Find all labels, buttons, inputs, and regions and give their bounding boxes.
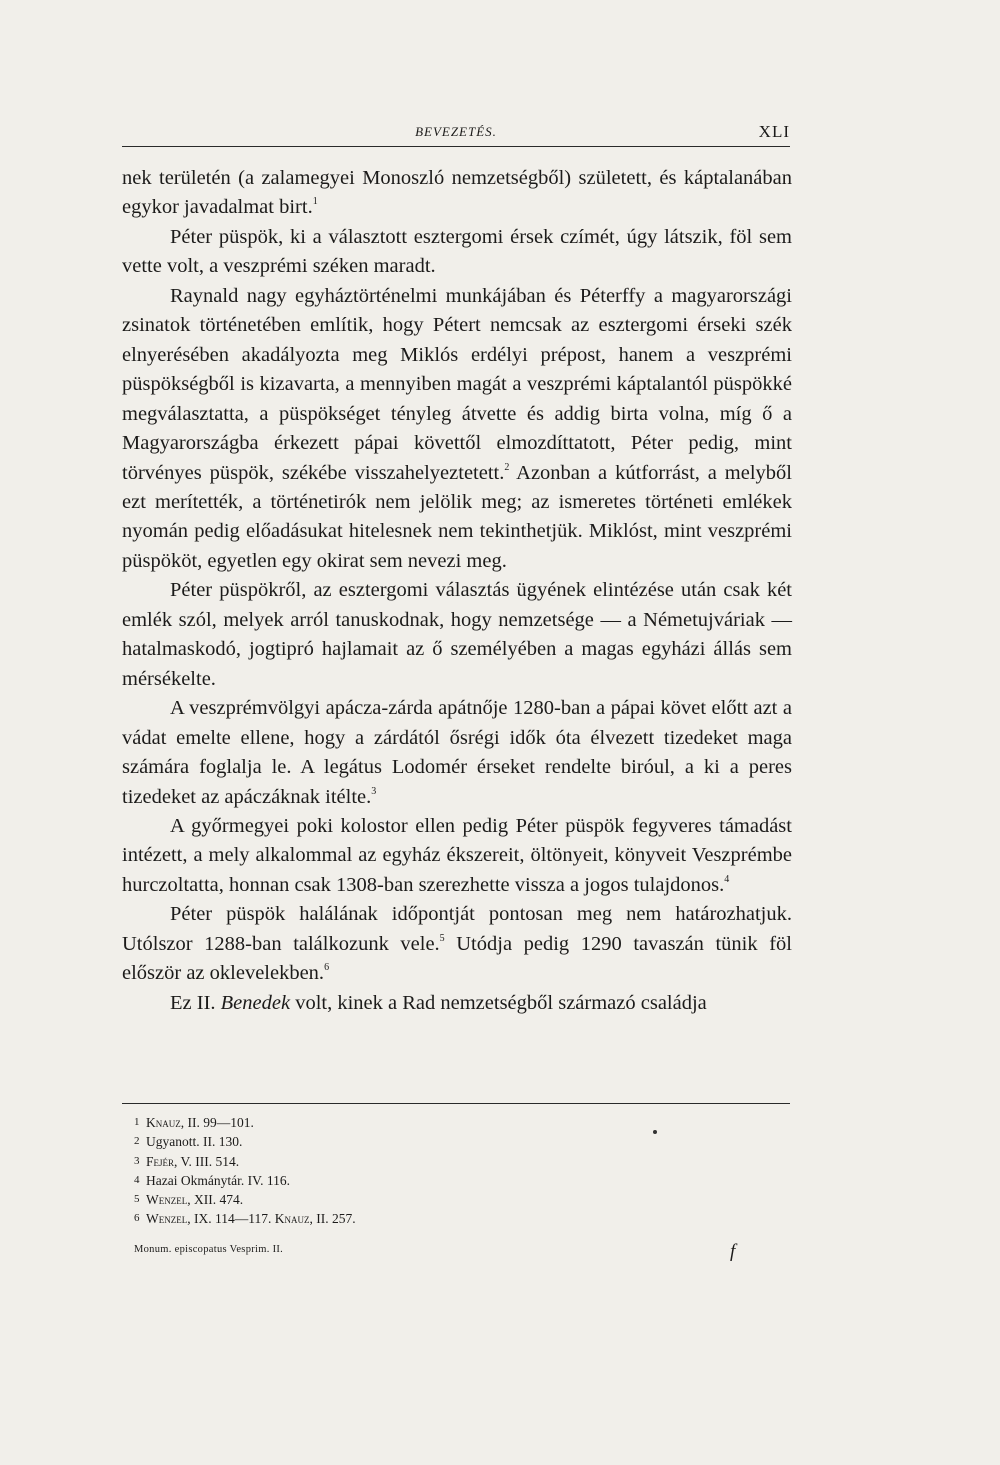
running-title: BEVEZETÉS.: [415, 124, 497, 139]
footnote: [134, 1152, 634, 1171]
footnote-ref: 3: [371, 785, 377, 797]
footnote-text: , IX. 114—117.: [187, 1211, 275, 1227]
footnote-text: Knauz: [274, 1211, 310, 1227]
footnote-number: 4: [134, 1173, 140, 1186]
paragraph-p7: [122, 900, 792, 988]
text-run: Péter püspök halálának időpontját pontosan meg nem határozhatjuk. Utólszor 1288-ban találkozunk vele.: [122, 903, 792, 955]
footnote-text: , II. 257.: [309, 1211, 356, 1227]
text-run: Ez II.: [170, 991, 221, 1014]
paragraph-p6: [122, 812, 792, 900]
footnote-number: 1: [134, 1116, 140, 1128]
footnote: [134, 1113, 634, 1132]
paragraph-p1: [122, 164, 792, 223]
footnote-text: , II. 99—101.: [180, 1115, 254, 1130]
footnote-number: 6: [134, 1212, 140, 1225]
ink-speck: [653, 1130, 657, 1134]
footnote-ref: 1: [312, 196, 318, 208]
footnote-text: Knauz: [146, 1115, 181, 1130]
footnote-ref: 6: [324, 962, 330, 974]
text-run: Benedek: [220, 991, 291, 1014]
signature-line: Monum. episcopatus Vesprim. II.: [134, 1244, 284, 1255]
body-text: [122, 164, 792, 1018]
sheet-mark: f: [730, 1241, 736, 1262]
text-run: Péter püspök, ki a választott esztergomi érsek czímét, úgy látszik, föl sem vette volt, a veszprémi széken maradt.: [122, 225, 792, 278]
footnote-ref: 2: [504, 461, 510, 473]
text-run: Utódja pedig 1290 tavaszán tünik föl először az oklevelekben.: [122, 932, 792, 985]
text-run: volt, kinek a Rad nemzetségből származó családja: [290, 991, 707, 1014]
footnote: [134, 1171, 634, 1190]
page-number: XLI: [758, 122, 790, 141]
footnote-number: 3: [134, 1154, 140, 1167]
text-run: Raynald nagy egyháztörténelmi munkájában és Péterffy a magyarországi zsinatok történetében említik, hogy Pétert nemcsak az esztergomi érseki szék elnyerésében akadályozta meg Miklós erdélyi prépost, hanem a veszprémi püspökségből is kizavarta, a mennyiben magát a veszprémi káptalantól püspökké megválasztatta, a püspökséget tényleg átvette és addig birta volna, míg ő a Magyarországba érkezett pápai követtől elmozdíttatott, Péter pedig, mint törvényes püspök, székébe visszahelyeztetett.: [122, 284, 792, 484]
text-run: A veszprémvölgyi apácza-zárda apátnője 1280-ban a pápai követ előtt azt a vádat emelte ellene, hogy a zárdától ősrégi idők óta élvezett tizedeket maga számára foglalja le. A legátus Lodomér érseket rendelte biróul, a ki a peres tizedeket az apáczáknak itélte.: [122, 697, 792, 808]
footnote-rule: [122, 1103, 790, 1104]
footnote: [134, 1190, 634, 1209]
footnote-text: , V. III. 514.: [174, 1153, 240, 1169]
footnote-number: 2: [134, 1135, 140, 1148]
footnote-text: Wenzel: [146, 1211, 188, 1227]
footnote-text: Hazai Okmánytár. IV. 116.: [146, 1172, 290, 1188]
footnote: [134, 1132, 634, 1151]
paragraph-p2: [122, 223, 792, 282]
text-run: nek területén (a zalamegyei Monoszló nemzetségből) született, és káptalanában egykor javadalmat birt.: [122, 167, 792, 219]
paragraph-p3: [122, 282, 792, 577]
paragraph-p5: [122, 694, 792, 812]
paragraph-p8: [122, 989, 792, 1018]
footnote-ref: 5: [439, 932, 445, 944]
footnote-text: , XII. 474.: [187, 1192, 244, 1208]
footnotes: [134, 1113, 634, 1229]
text-run: A győrmegyei poki kolostor ellen pedig Péter püspök fegyveres támadást intézett, a mely alkalommal az egyház ékszereit, öltönyeit, könyveit Veszprémbe hurczoltatta, honnan csak 1308-ban szerezhette vissza a jogos tulajdonos.: [122, 814, 792, 896]
footnote: [134, 1209, 634, 1228]
footnote-number: 5: [134, 1193, 140, 1206]
footnote-ref: 4: [724, 873, 730, 885]
footnote-text: Ugyanott. II. 130.: [146, 1134, 243, 1150]
footnote-text: Fejér: [146, 1153, 175, 1169]
text-run: Péter püspökről, az esztergomi választás ügyének elintézése után csak két emlék szól, melyek arról tanuskodnak, hogy nemzetsége — a Németujváriak — hatalmaskodó, jogtipró hajlamait az ő személyében a magas egyházi állás sem mérsékelte.: [122, 579, 792, 690]
paragraph-p4: [122, 576, 792, 694]
footnote-text: Wenzel: [146, 1192, 188, 1208]
running-head: [122, 122, 790, 147]
text-run: Azonban a kútforrást, a melyből ezt merítették, a történetirók nem jelölik meg; az ismeretes történeti emlékek nyomán pedig előadásukat hitelesnek nem tekinthetjük. Miklóst, mint veszprémi püspököt, egyetlen egy okirat sem nevezi meg.: [122, 461, 792, 572]
